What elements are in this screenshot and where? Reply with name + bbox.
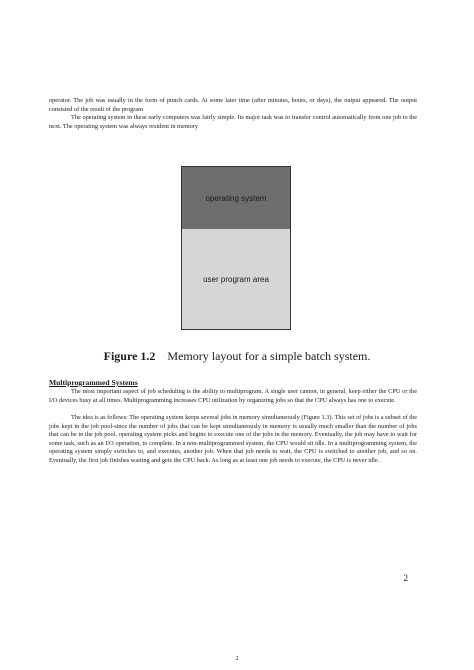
section-heading: Multiprogrammed Systems xyxy=(49,378,138,387)
intro-paragraph-1: operator. The job was usually in the form of punch cards. At some later time (after minutes, hours, or days), the output appeared. The output consisted of the result of the program xyxy=(49,97,417,113)
footer-page-number: 2 xyxy=(235,656,239,662)
page-number: 2 xyxy=(403,573,408,583)
body-paragraph-1: The most important aspect of job scheduling is the ability to multiprogram. A single user cannot, in general, keep either the CPU or the I/O devices busy at all times. Multiprogramming increases CPU utilization by organizing jobs so that the CPU always has one to execute. xyxy=(49,388,417,404)
operating-system-block xyxy=(182,167,290,230)
user-program-area-block xyxy=(182,229,290,329)
figure-caption-text: Memory layout for a simple batch system. xyxy=(167,349,371,363)
figure-caption-number: Figure 1.2 xyxy=(103,349,156,363)
figure-caption xyxy=(0,349,474,364)
body-paragraph-2: The idea is as follows: The operating system keeps several jobs in memory simultaneously (Figure 1.3). This set of jobs is a subset of the jobs kept in the job pool-since the number of jobs that can be kept simultaneously in memory is usually much smaller than the number of jobs that can be in the job pool. operating system picks and begins to execute one of the jobs in the memory. Eventually, the job may have to wait for some task, such as an I/O operation, to complete. In a non-multiprogrammed system, the CPU would sit idle. In a multiprogramming system, the operating system simply switches to, and executes, another job. When that job needs to wait, the CPU is switched to another job, and so on. Eventually, the first job finishes waiting and gets the CPU back. As long as at least one job needs to execute, the CPU is never idle. xyxy=(49,414,417,464)
user-program-area-label: user program area xyxy=(203,274,269,284)
memory-layout-diagram xyxy=(181,166,291,330)
operating-system-label: operating system xyxy=(205,193,267,203)
intro-paragraph-2: The operating system in these early computers was fairly simple. Its major task was to transfer control automatically from one job to the next. The operating system was always resident in memory xyxy=(49,114,417,130)
